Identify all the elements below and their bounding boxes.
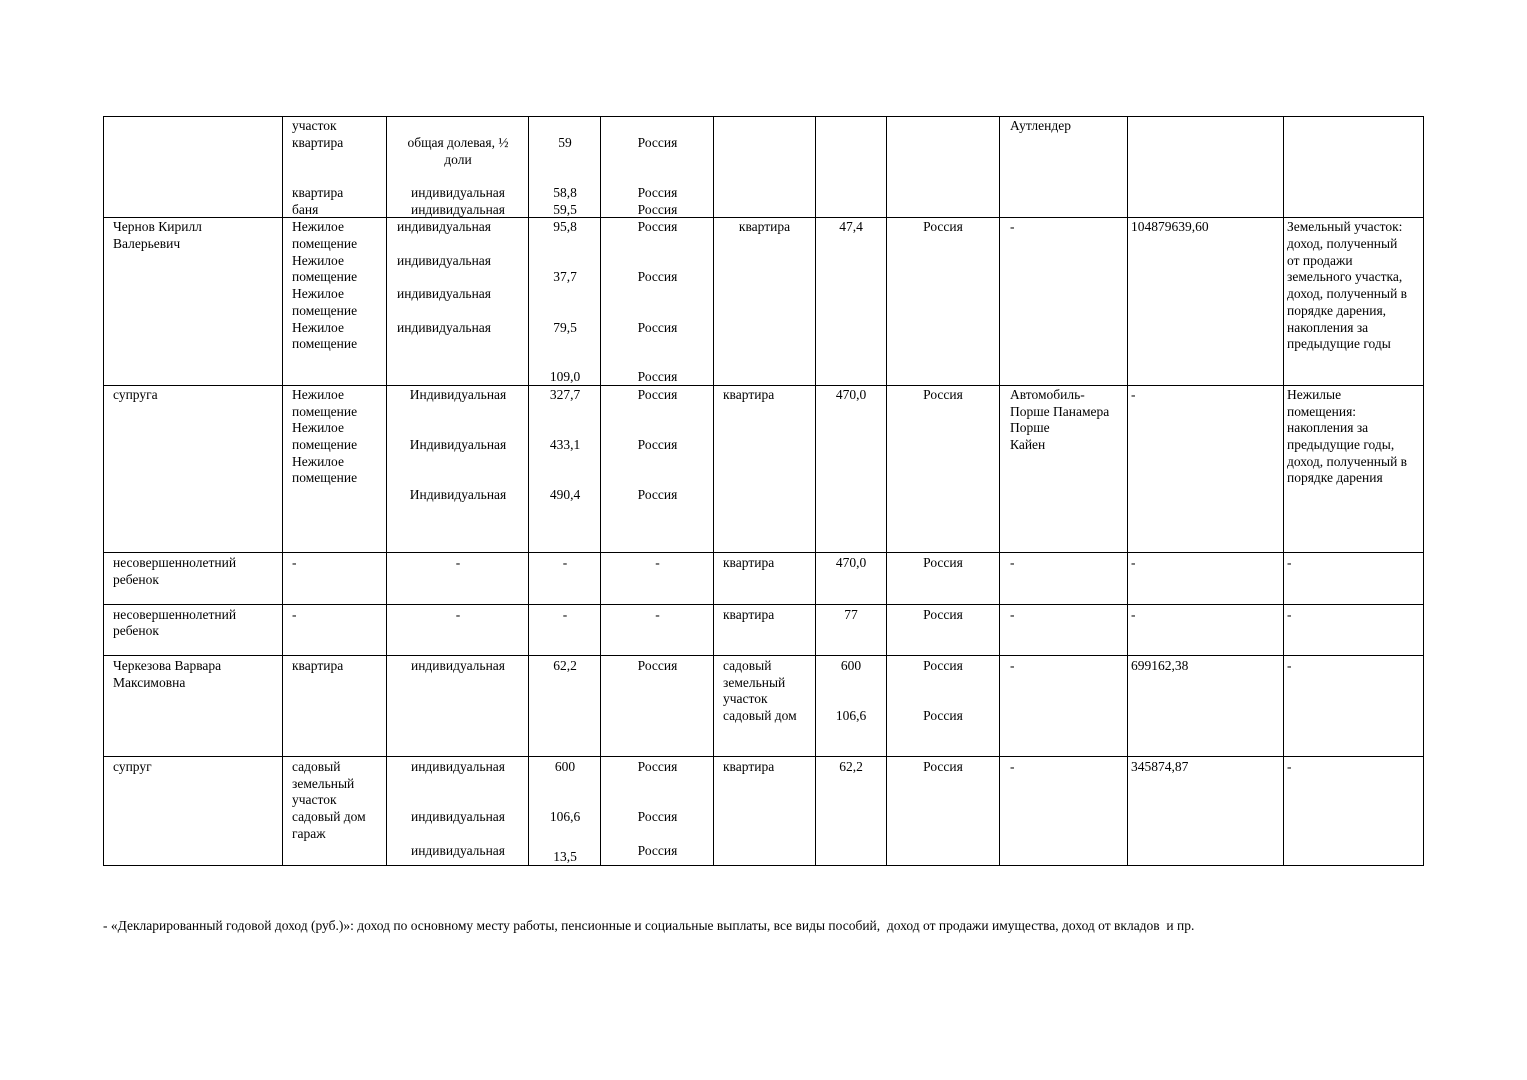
vehicle: Порше: [1010, 420, 1050, 435]
used-property-country: Россия: [923, 219, 963, 234]
ownership-kind: индивидуальная: [410, 843, 505, 858]
property-area: 13,5: [553, 849, 577, 864]
ownership-kind: индивидуальная: [410, 202, 505, 217]
column-divider: [1127, 116, 1128, 866]
property-country: Россия: [637, 658, 678, 673]
property-area: 106,6: [549, 809, 581, 824]
property-type: помещение: [292, 470, 358, 485]
property-area: 490,4: [549, 487, 581, 502]
row-divider: [103, 385, 1424, 386]
income-source: -: [1287, 759, 1292, 774]
property-country: Россия: [637, 135, 678, 150]
used-property-country: Россия: [923, 708, 963, 723]
vehicle: Порше Панамера: [1010, 404, 1110, 419]
used-property-country: Россия: [923, 759, 963, 774]
income-source: доход, полученный в: [1287, 286, 1408, 301]
property-area: -: [562, 607, 568, 622]
property-country: Россия: [637, 387, 678, 402]
property-type: Нежилое: [292, 387, 344, 402]
vehicle: -: [1010, 607, 1015, 622]
income-source: порядке дарения,: [1287, 303, 1387, 318]
person-name: супруга: [113, 387, 158, 402]
column-divider: [386, 116, 387, 866]
vehicle: -: [1010, 555, 1015, 570]
income-source: от продажи: [1287, 253, 1353, 268]
ownership-kind: Индивидуальная: [409, 387, 507, 402]
used-property-area: 47,4: [839, 219, 863, 234]
used-property-area: 600: [840, 658, 862, 673]
ownership-kind: индивидуальная: [410, 809, 505, 824]
vehicle: -: [1010, 759, 1015, 774]
property-area: 327,7: [549, 387, 581, 402]
property-country: Россия: [637, 759, 678, 774]
property-area: 58,8: [553, 185, 577, 200]
property-type: гараж: [292, 826, 326, 841]
vehicle: Аутлендер: [1010, 118, 1071, 133]
row-divider: [103, 552, 1424, 553]
ownership-kind: индивидуальная: [410, 658, 505, 673]
row-divider: [103, 604, 1424, 605]
declared-income: -: [1131, 555, 1136, 570]
used-property-area: 470,0: [835, 555, 867, 570]
ownership-kind: общая долевая, ½: [407, 135, 509, 150]
income-source: помещения:: [1287, 404, 1357, 419]
used-property-type: квартира: [738, 219, 791, 234]
property-area: 62,2: [553, 658, 577, 673]
used-property-type: участок: [723, 691, 768, 706]
income-source: предыдущие годы: [1287, 336, 1391, 351]
used-property-area: 62,2: [839, 759, 863, 774]
property-area: 79,5: [553, 320, 577, 335]
property-area: 37,7: [553, 269, 577, 284]
used-property-type: квартира: [723, 387, 775, 402]
column-divider: [1283, 116, 1284, 866]
property-type: помещение: [292, 437, 358, 452]
used-property-country: Россия: [923, 387, 963, 402]
property-country: Россия: [637, 185, 678, 200]
property-area: 95,8: [553, 219, 577, 234]
property-type: квартира: [292, 658, 344, 673]
column-divider: [282, 116, 283, 866]
person-name: ребенок: [113, 572, 159, 587]
person-name: Максимовна: [113, 675, 186, 690]
property-country: -: [655, 555, 660, 570]
person-name: Чернов Кирилл: [113, 219, 202, 234]
property-type: садовый: [292, 759, 341, 774]
property-type: помещение: [292, 236, 358, 251]
property-type: участок: [292, 792, 337, 807]
ownership-kind: доли: [444, 152, 472, 167]
property-area: 59,5: [553, 202, 577, 217]
property-type: -: [292, 555, 297, 570]
column-divider: [999, 116, 1000, 866]
income-source: предыдущие годы,: [1287, 437, 1395, 452]
row-divider: [103, 756, 1424, 757]
footnote: - «Декларированный годовой доход (руб.)»: доход по основному месту работы, пенсионные и социальные выплаты, все виды пособий, доход от продажи имущества, доход от вкладов и пр.: [103, 918, 1195, 933]
vehicle: Автомобиль-: [1010, 387, 1085, 402]
property-area: 433,1: [549, 437, 581, 452]
property-area: 600: [554, 759, 576, 774]
property-country: Россия: [637, 269, 678, 284]
property-country: Россия: [637, 219, 678, 234]
declared-income: 699162,38: [1131, 658, 1189, 673]
income-source: доход, полученный: [1287, 236, 1398, 251]
property-type: Нежилое: [292, 420, 344, 435]
property-type: земельный: [292, 776, 355, 791]
used-property-type: квартира: [723, 555, 775, 570]
used-property-country: Россия: [923, 555, 963, 570]
used-property-country: Россия: [923, 658, 963, 673]
used-property-area: 77: [844, 607, 858, 622]
used-property-type: садовый дом: [723, 708, 797, 723]
property-area: -: [562, 555, 568, 570]
property-type: квартира: [292, 135, 344, 150]
income-source: -: [1287, 555, 1292, 570]
property-country: Россия: [637, 369, 678, 384]
property-type: помещение: [292, 404, 358, 419]
property-type: помещение: [292, 269, 358, 284]
property-country: Россия: [637, 202, 678, 217]
person-name: супруг: [113, 759, 152, 774]
income-source: Нежилые: [1287, 387, 1342, 402]
income-source: накопления за: [1287, 320, 1369, 335]
person-name: Валерьевич: [113, 236, 181, 251]
used-property-type: земельный: [723, 675, 786, 690]
ownership-kind: -: [455, 555, 461, 570]
property-country: -: [655, 607, 660, 622]
property-area: 109,0: [549, 369, 581, 384]
used-property-area: 106,6: [835, 708, 867, 723]
property-type: баня: [292, 202, 319, 217]
person-name: Черкезова Варвара: [113, 658, 222, 673]
declared-income: -: [1131, 387, 1136, 402]
row-divider: [103, 655, 1424, 656]
property-type: Нежилое: [292, 253, 344, 268]
income-source: земельного участка,: [1287, 269, 1403, 284]
used-property-type: квартира: [723, 759, 775, 774]
declared-income: -: [1131, 607, 1136, 622]
used-property-type: квартира: [723, 607, 775, 622]
property-type: Нежилое: [292, 454, 344, 469]
property-country: Россия: [637, 843, 678, 858]
declared-income: 345874,87: [1131, 759, 1189, 774]
vehicle: -: [1010, 658, 1015, 673]
vehicle: -: [1010, 219, 1015, 234]
property-type: квартира: [292, 185, 344, 200]
property-country: Россия: [637, 487, 678, 502]
declared-income: 104879639,60: [1131, 219, 1209, 234]
ownership-kind: индивидуальная: [397, 219, 492, 234]
person-name: ребенок: [113, 623, 159, 638]
property-type: Нежилое: [292, 320, 344, 335]
property-type: -: [292, 607, 297, 622]
used-property-type: садовый: [723, 658, 772, 673]
income-source: Земельный участок:: [1287, 219, 1403, 234]
income-source: -: [1287, 658, 1292, 673]
income-source: порядке дарения: [1287, 470, 1383, 485]
property-type: Нежилое: [292, 219, 344, 234]
property-country: Россия: [637, 320, 678, 335]
person-name: несовершеннолетний: [113, 607, 237, 622]
property-type: садовый дом: [292, 809, 366, 824]
ownership-kind: Индивидуальная: [409, 487, 507, 502]
income-source: накопления за: [1287, 420, 1369, 435]
ownership-kind: Индивидуальная: [409, 437, 507, 452]
vehicle: Кайен: [1010, 437, 1046, 452]
column-divider: [600, 116, 601, 866]
used-property-country: Россия: [923, 607, 963, 622]
used-property-area: 470,0: [835, 387, 867, 402]
property-type: участок: [292, 118, 337, 133]
ownership-kind: индивидуальная: [410, 759, 505, 774]
ownership-kind: -: [455, 607, 461, 622]
ownership-kind: индивидуальная: [397, 320, 492, 335]
person-name: несовершеннолетний: [113, 555, 237, 570]
column-divider: [528, 116, 529, 866]
ownership-kind: индивидуальная: [397, 253, 492, 268]
property-country: Россия: [637, 437, 678, 452]
property-type: помещение: [292, 336, 358, 351]
property-area: 59: [558, 135, 572, 150]
ownership-kind: индивидуальная: [397, 286, 492, 301]
property-type: Нежилое: [292, 286, 344, 301]
property-type: помещение: [292, 303, 358, 318]
property-country: Россия: [637, 809, 678, 824]
ownership-kind: индивидуальная: [410, 185, 505, 200]
income-source: -: [1287, 607, 1292, 622]
income-source: доход, полученный в: [1287, 454, 1408, 469]
